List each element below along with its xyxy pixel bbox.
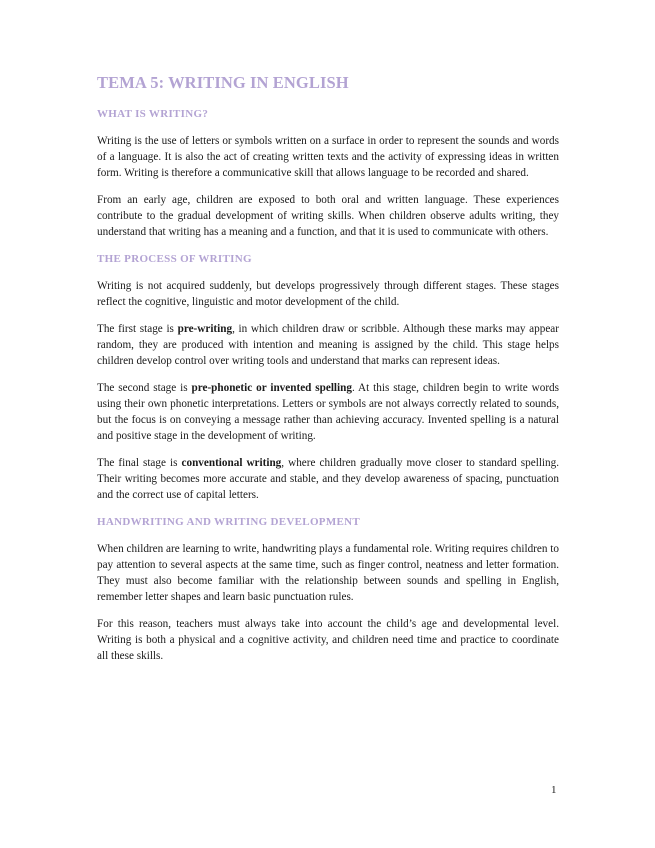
section-what-is-writing bbox=[97, 106, 559, 240]
paragraph: Writing is the use of letters or symbols written on a surface in order to represent the sounds and words of a language. It is also the act of creating written texts and the activity of expressing ideas in written form. Writing is therefore a communicative skill that allows language to be recorded and shared. bbox=[97, 135, 559, 179]
paragraph: For this reason, teachers must always take into account the child’s age and developmental level. Writing is both a physical and a cognitive activity, and children need time and practice to coordinate all these skills. bbox=[97, 618, 559, 662]
bold-term: pre-writing bbox=[177, 323, 233, 335]
paragraph: The first stage is pre-writing, in which children draw or scribble. Although these marks may appear random, they are produced with intention and meaning is assigned by the child. This stage helps children develop control over writing tools and understand that marks can represent ideas. bbox=[97, 323, 559, 367]
section-heading: WHAT IS WRITING? bbox=[97, 108, 209, 120]
paragraph: Writing is not acquired suddenly, but develops progressively through different stages. These stages reflect the cognitive, linguistic and motor development of the child. bbox=[97, 280, 559, 308]
bold-term: pre-phonetic or invented spelling bbox=[191, 382, 352, 394]
paragraph: The second stage is pre-phonetic or invented spelling. At this stage, children begin to write words using their own phonetic interpretations. Letters or symbols are not always correctly related to sounds, but the focus is on conveying a message rather than achieving accuracy. Invented spelling is a natural and positive stage in the development of writing. bbox=[97, 382, 560, 442]
paragraph: When children are learning to write, handwriting plays a fundamental role. Writing requires children to pay attention to several aspects at the same time, such as finger control, neatness and letter formation. They must also become familiar with the relationship between sounds and spelling in English, remember letter shapes and learn basic punctuation rules. bbox=[97, 543, 559, 603]
paragraph: From an early age, children are exposed to both oral and written language. These experiences contribute to the gradual development of writing skills. When children observe adults writing, they understand that writing has a meaning and a function, and that it is used to communicate with others. bbox=[97, 194, 559, 238]
section-heading: THE PROCESS OF WRITING bbox=[97, 253, 252, 265]
section-handwriting bbox=[97, 514, 559, 664]
section-heading: HANDWRITING AND WRITING DEVELOPMENT bbox=[97, 516, 361, 528]
document-title: TEMA 5: WRITING IN ENGLISH bbox=[97, 73, 349, 92]
section-process-of-writing bbox=[97, 251, 559, 503]
bold-term: conventional writing bbox=[181, 457, 282, 469]
paragraph: The final stage is conventional writing, where children gradually move closer to standard spelling. Their writing becomes more accurate and stable, and they develop awareness of spacing, punctuation and the correct use of capital letters. bbox=[97, 457, 560, 501]
page-number: 1 bbox=[551, 784, 557, 796]
document-page bbox=[97, 72, 559, 675]
